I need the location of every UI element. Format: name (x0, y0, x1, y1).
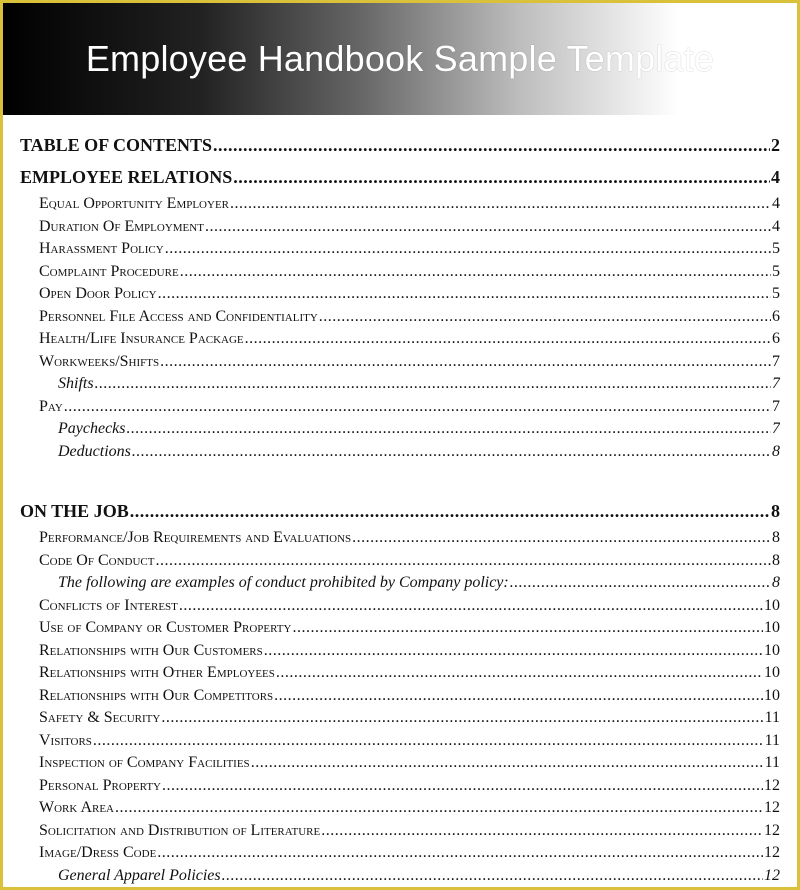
toc-entry-title: Safety & Security (39, 709, 161, 726)
toc-heading-entry[interactable] (20, 161, 780, 193)
toc-page-number: 12 (764, 776, 780, 794)
toc-page-number: 8 (771, 501, 780, 521)
dot-leader (127, 418, 771, 441)
toc-entry-title: Deductions (58, 442, 131, 460)
toc-page-number: 8 (772, 442, 780, 460)
dot-leader (93, 730, 764, 753)
toc-page-number: 11 (764, 709, 780, 726)
toc-page-number: 5 (772, 285, 780, 302)
toc-entry[interactable] (20, 820, 780, 843)
dot-leader (64, 396, 771, 419)
toc-entry-title: Relationships with Other Employees (39, 664, 275, 681)
dot-leader (115, 797, 763, 820)
toc-page-number: 7 (772, 420, 780, 437)
toc-page-number: 12 (764, 799, 780, 816)
dot-leader (352, 527, 771, 550)
toc-page-number: 6 (772, 330, 780, 347)
toc-page-number: 11 (764, 731, 780, 749)
toc-entry-title: Code Of Conduct (39, 551, 155, 569)
dot-leader (321, 820, 763, 843)
toc-entry-title: EMPLOYEE RELATIONS (20, 167, 233, 187)
toc-entry-title: ON THE JOB (20, 501, 129, 521)
toc-entry-title: TABLE OF CONTENTS (20, 135, 213, 155)
toc-page-number: 8 (772, 529, 780, 546)
dot-leader (157, 842, 763, 865)
toc-entry-title: Harassment Policy (39, 240, 164, 257)
toc-entry-title: Workweeks/Shifts (39, 352, 160, 370)
toc-entry[interactable] (20, 842, 780, 865)
toc-entry-title: Personnel File Access and Confidentiality (39, 307, 318, 325)
toc-subentry[interactable] (20, 441, 780, 464)
dot-leader (132, 441, 771, 464)
toc-page-number: 5 (772, 240, 780, 257)
toc-entry-title: Use of Company or Customer Property (39, 619, 292, 636)
toc-entry[interactable] (20, 351, 780, 374)
toc-entry-title: Complaint Procedure (39, 262, 179, 280)
dot-leader (161, 707, 763, 730)
dot-leader (213, 129, 770, 161)
toc-heading-entry[interactable] (20, 495, 780, 527)
toc-page-number: 7 (772, 352, 780, 370)
toc-entry-title: Conflicts of Interest (39, 596, 178, 614)
toc-entry[interactable] (20, 707, 780, 730)
toc-entry-title: Visitors (39, 731, 92, 749)
toc-page-number: 10 (764, 664, 780, 681)
toc-subentry[interactable] (20, 865, 780, 888)
toc-entry[interactable] (20, 328, 780, 351)
section-spacer (20, 463, 780, 495)
toc-entry-title: Equal Opportunity Employer (39, 195, 230, 212)
dot-leader (180, 261, 771, 284)
toc-entry[interactable] (20, 283, 780, 306)
toc-page-number: 8 (772, 551, 780, 569)
toc-entry-title: Performance/Job Requirements and Evaluations (39, 529, 352, 546)
toc-entry[interactable] (20, 640, 780, 663)
dot-leader (319, 306, 771, 329)
toc-page-number: 7 (772, 397, 780, 415)
dot-leader (222, 865, 763, 888)
toc-entry-title: Image/Dress Code (39, 844, 157, 861)
toc-entry-title: Work Area (39, 799, 114, 816)
dot-leader (292, 617, 763, 640)
toc-entry[interactable] (20, 662, 780, 685)
dot-leader (158, 283, 771, 306)
toc-entry-title: Inspection of Company Facilities (39, 754, 250, 771)
dot-leader (251, 752, 764, 775)
toc-entry[interactable] (20, 595, 780, 618)
toc-entry[interactable] (20, 216, 780, 239)
toc-page-number: 12 (764, 844, 780, 861)
dot-leader (95, 373, 771, 396)
toc-entry[interactable] (20, 752, 780, 775)
toc-entry-title: Shifts (58, 375, 94, 392)
toc-page-number: 4 (771, 167, 780, 187)
dot-leader (162, 775, 763, 798)
toc-entry[interactable] (20, 617, 780, 640)
toc-entry-title: Pay (39, 397, 63, 415)
toc-page-number: 10 (764, 596, 780, 614)
toc-page-number: 11 (764, 754, 780, 771)
toc-entry-title: Open Door Policy (39, 285, 157, 302)
title-banner (3, 3, 797, 115)
toc-entry[interactable] (20, 797, 780, 820)
toc-entry-title: Solicitation and Distribution of Literature (39, 821, 321, 839)
toc-subentry[interactable] (20, 373, 780, 396)
dot-leader (276, 662, 763, 685)
toc-entry-title: Duration Of Employment (39, 217, 204, 235)
toc-subentry[interactable] (20, 572, 780, 595)
toc-entry-title: General Apparel Policies (58, 866, 221, 884)
toc-entry[interactable] (20, 396, 780, 419)
toc-entry-title: Relationships with Our Competitors (39, 686, 274, 704)
toc-page-number: 10 (764, 641, 780, 659)
toc-page-number: 10 (764, 686, 780, 704)
toc-entry[interactable] (20, 306, 780, 329)
toc-entry[interactable] (20, 238, 780, 261)
dot-leader (510, 572, 771, 595)
toc-entry-title: Paychecks (58, 420, 126, 437)
dot-leader (264, 640, 763, 663)
toc-entry-title: Health/Life Insurance Package (39, 330, 244, 347)
toc-page-number: 6 (772, 307, 780, 325)
toc-entry[interactable] (20, 193, 780, 216)
toc-entry-title: The following are examples of conduct prohibited by Company policy: (58, 574, 509, 591)
table-of-contents (3, 115, 797, 887)
toc-page-number: 10 (764, 619, 780, 636)
toc-page-number: 5 (772, 262, 780, 280)
toc-page-number: 4 (772, 217, 780, 235)
dot-leader (179, 595, 763, 618)
toc-page-number: 12 (764, 821, 780, 839)
dot-leader (230, 193, 771, 216)
dot-leader (160, 351, 771, 374)
dot-leader (233, 161, 770, 193)
toc-entry[interactable] (20, 685, 780, 708)
toc-entry[interactable] (20, 261, 780, 284)
page-title: Employee Handbook Sample Template (85, 38, 715, 79)
dot-leader (165, 238, 771, 261)
toc-page-number: 2 (771, 135, 780, 155)
toc-entry[interactable] (20, 730, 780, 753)
toc-entry-title: Relationships with Our Customers (39, 641, 263, 659)
toc-page-number: 7 (772, 375, 780, 392)
toc-entry-title: Personal Property (39, 776, 161, 794)
dot-leader (205, 216, 771, 239)
toc-page-number: 12 (764, 866, 780, 884)
toc-entry[interactable] (20, 775, 780, 798)
toc-subentry[interactable] (20, 418, 780, 441)
dot-leader (155, 550, 771, 573)
dot-leader (130, 495, 770, 527)
toc-entry[interactable] (20, 527, 780, 550)
toc-page-number: 8 (772, 574, 780, 591)
dot-leader (245, 328, 771, 351)
toc-page-number: 4 (772, 195, 780, 212)
toc-heading-entry[interactable] (20, 129, 780, 161)
dot-leader (274, 685, 763, 708)
toc-entry[interactable] (20, 550, 780, 573)
